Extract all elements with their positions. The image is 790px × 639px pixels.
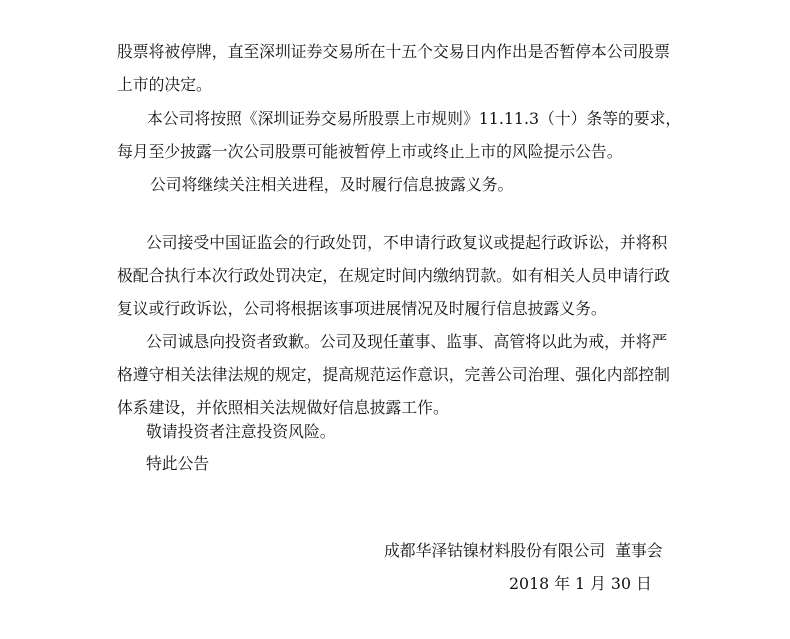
text-line: 上市的决定。 xyxy=(117,75,212,94)
text-line: 公司接受中国证监会的行政处罚，不申请行政复议或提起行政诉讼，并将积 xyxy=(146,233,668,252)
text-line: 公司诚恳向投资者致歉。公司及现任董事、监事、高管将以此为戒，并将严 xyxy=(146,332,668,351)
signature: 成都华泽钴镍材料股份有限公司 董事会 xyxy=(384,541,663,560)
text-line: 特此公告 xyxy=(146,454,210,473)
text-line: 体系建设，并依照相关法规做好信息披露工作。 xyxy=(117,398,449,417)
text-line: 本公司将按照《深圳证券交易所股票上市规则》11.11.3（十）条等的要求， xyxy=(147,109,682,128)
text-line: 公司将继续关注相关进程，及时履行信息披露义务。 xyxy=(150,175,514,194)
text-line: 股票将被停牌，直至深圳证券交易所在十五个交易日内作出是否暂停本公司股票 xyxy=(117,42,670,61)
date: 2018 年 1 月 30 日 xyxy=(509,574,652,593)
text-line: 敬请投资者注意投资风险。 xyxy=(146,422,336,441)
text-line: 复议或行政诉讼，公司将根据该事项进展情况及时履行信息披露义务。 xyxy=(117,299,607,318)
text-line: 极配合执行本次行政处罚决定，在规定时间内缴纳罚款。如有相关人员申请行政 xyxy=(117,266,670,285)
text-line: 格遵守相关法律法规的规定，提高规范运作意识，完善公司治理、强化内部控制 xyxy=(117,365,670,384)
text-line: 每月至少披露一次公司股票可能被暂停上市或终止上市的风险提示公告。 xyxy=(117,142,623,161)
